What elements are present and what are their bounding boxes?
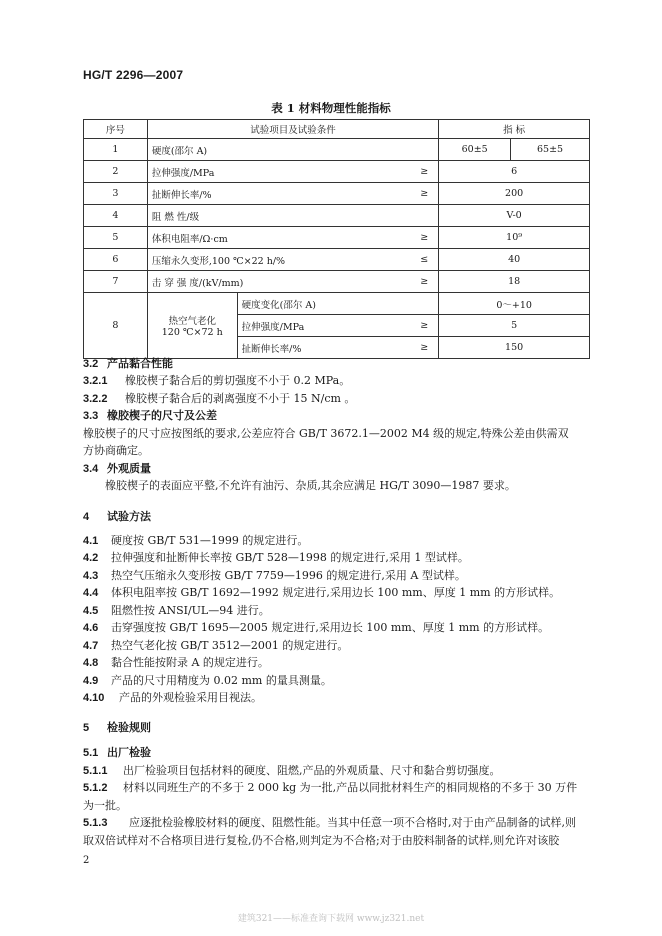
aging-group-label [147,293,237,359]
row-op: ≥ [407,271,439,293]
clause-5-1-3-line2: 取双倍试样对不合格项目进行复检,仍不合格,则判定为不合格;对于由胶料制备的试样,则允许对该胶 [83,834,560,847]
table-row [84,139,590,161]
row-op: ≥ [407,315,439,337]
table-row [84,249,590,271]
section-3-3-heading: 3.3 橡胶楔子的尺寸及公差 [83,410,217,422]
row-seq: 2 [84,161,148,183]
table-caption: 表 1 材料物理性能指标 [271,101,391,115]
row-value: 40 [439,249,590,271]
clause-3-3-line2: 方协商确定。 [83,444,149,457]
row-seq: 3 [84,183,148,205]
section-3-2-heading: 3.2 产品黏合性能 [83,358,173,370]
row-seq: 1 [84,139,148,161]
header-index: 指 标 [439,120,590,139]
header-seq: 序号 [84,120,148,139]
clause-4-8: 4.8 黏合性能按附录 A 的规定进行。 [83,656,269,669]
clause-4-3: 4.3 热空气压缩永久变形按 GB/T 7759—1996 的规定进行,采用 A 型试样。 [83,569,466,582]
row-seq: 5 [84,227,148,249]
page-number: 2 [83,855,90,866]
section-4-heading: 4 试验方法 [83,511,151,523]
standard-code: HG/T 2296—2007 [83,68,184,82]
row-item: 压缩永久变形,100 ℃×22 h/% [147,249,406,271]
table-header-row [84,120,590,139]
site-watermark: 建筑321——标准查询下载网 www.jz321.net [237,914,425,924]
section-3-4-heading: 3.4 外观质量 [83,463,151,475]
clause-5-1-2-line2: 为一批。 [83,799,127,812]
row-value: 10⁹ [439,227,590,249]
row-value: V-0 [439,205,590,227]
row-value: 18 [439,271,590,293]
table-row [84,293,590,315]
row-item: 击 穿 强 度/(kV/mm) [147,271,406,293]
row-item: 拉伸强度/MPa [147,161,406,183]
row-seq: 7 [84,271,148,293]
table-row [84,227,590,249]
row-op: ≥ [407,227,439,249]
clause-4-7: 4.7 热空气老化按 GB/T 3512—2001 的规定进行。 [83,639,349,652]
row-item: 硬度变化(邵尔 A) [237,293,407,315]
row-item: 硬度(邵尔 A) [147,139,406,161]
row-item: 扯断伸长率/% [147,183,406,205]
clause-3-2-1: 3.2.1 橡胶楔子黏合后的剪切强度不小于 0.2 MPa。 [83,374,351,387]
clause-5-1-2-line1: 5.1.2 材料以同班生产的不多于 2 000 kg 为一批,产品以同批材料生产的相同规格的不多于 30 万件 [83,781,578,794]
row-op [407,293,439,315]
clause-3-2-2: 3.2.2 橡胶楔子黏合后的剥离强度不小于 15 N/cm 。 [83,392,356,405]
clause-4-10: 4.10 产品的外观检验采用目视法。 [83,691,262,704]
row-item: 阻 燃 性/级 [147,205,406,227]
clause-3-4-text: 橡胶楔子的表面应平整,不允许有油污、杂质,其余应满足 HG/T 3090—1987 要求。 [105,479,516,492]
aging-group-line2: 120 ℃×72 h [161,327,223,338]
clause-3-3-line1: 橡胶楔子的尺寸应按图纸的要求,公差应符合 GB/T 3672.1—2002 M4 级的规定,特殊公差由供需双 [83,427,569,440]
row-op: ≥ [407,337,439,359]
row-seq: 6 [84,249,148,271]
clause-4-9: 4.9 产品的尺寸用精度为 0.02 mm 的量具测量。 [83,674,332,687]
clause-4-4: 4.4 体积电阻率按 GB/T 1692—1992 规定进行,采用边长 100 mm、厚度 1 mm 的方形试样。 [83,586,561,599]
clause-4-5: 4.5 阻燃性按 ANSI/UL—94 进行。 [83,604,270,617]
row-item: 体积电阻率/Ω·cm [147,227,406,249]
table-row [84,205,590,227]
row-item: 扯断伸长率/% [237,337,407,359]
row-seq: 8 [84,293,148,359]
row-value: 6 [439,161,590,183]
row-op: ≥ [407,161,439,183]
clause-4-2: 4.2 拉伸强度和扯断伸长率按 GB/T 528—1998 的规定进行,采用 1 型试样。 [83,551,469,564]
row-value: 200 [439,183,590,205]
material-properties-table [83,119,590,359]
section-5-heading: 5 检验规则 [83,722,151,734]
table-row [84,183,590,205]
row-value: 65±5 [511,139,590,161]
aging-group-line1: 热空气老化 [168,316,217,327]
clause-4-1: 4.1 硬度按 GB/T 531—1999 的规定进行。 [83,534,309,547]
clause-4-6: 4.6 击穿强度按 GB/T 1695—2005 规定进行,采用边长 100 mm、厚度 1 mm 的方形试样。 [83,621,550,634]
row-seq: 4 [84,205,148,227]
row-op [407,205,439,227]
row-value: 150 [439,337,590,359]
clause-5-1-3-line1: 5.1.3 应逐批检验橡胶材料的硬度、阻燃性能。当其中任意一项不合格时,对于由产品制备的试样,则 [83,816,576,829]
clause-5-1-1: 5.1.1 出厂检验项目包括材料的硬度、阻燃,产品的外观质量、尺寸和黏合剪切强度。 [83,764,501,777]
row-op [407,139,439,161]
table-row [84,161,590,183]
row-value: 5 [439,315,590,337]
table-row [84,271,590,293]
row-item: 拉伸强度/MPa [237,315,407,337]
section-5-1-heading: 5.1 出厂检验 [83,747,151,759]
row-op: ≤ [407,249,439,271]
row-value: 0～+10 [439,293,590,315]
header-test-item: 试验项目及试验条件 [147,120,438,139]
row-op: ≥ [407,183,439,205]
row-value: 60±5 [439,139,511,161]
